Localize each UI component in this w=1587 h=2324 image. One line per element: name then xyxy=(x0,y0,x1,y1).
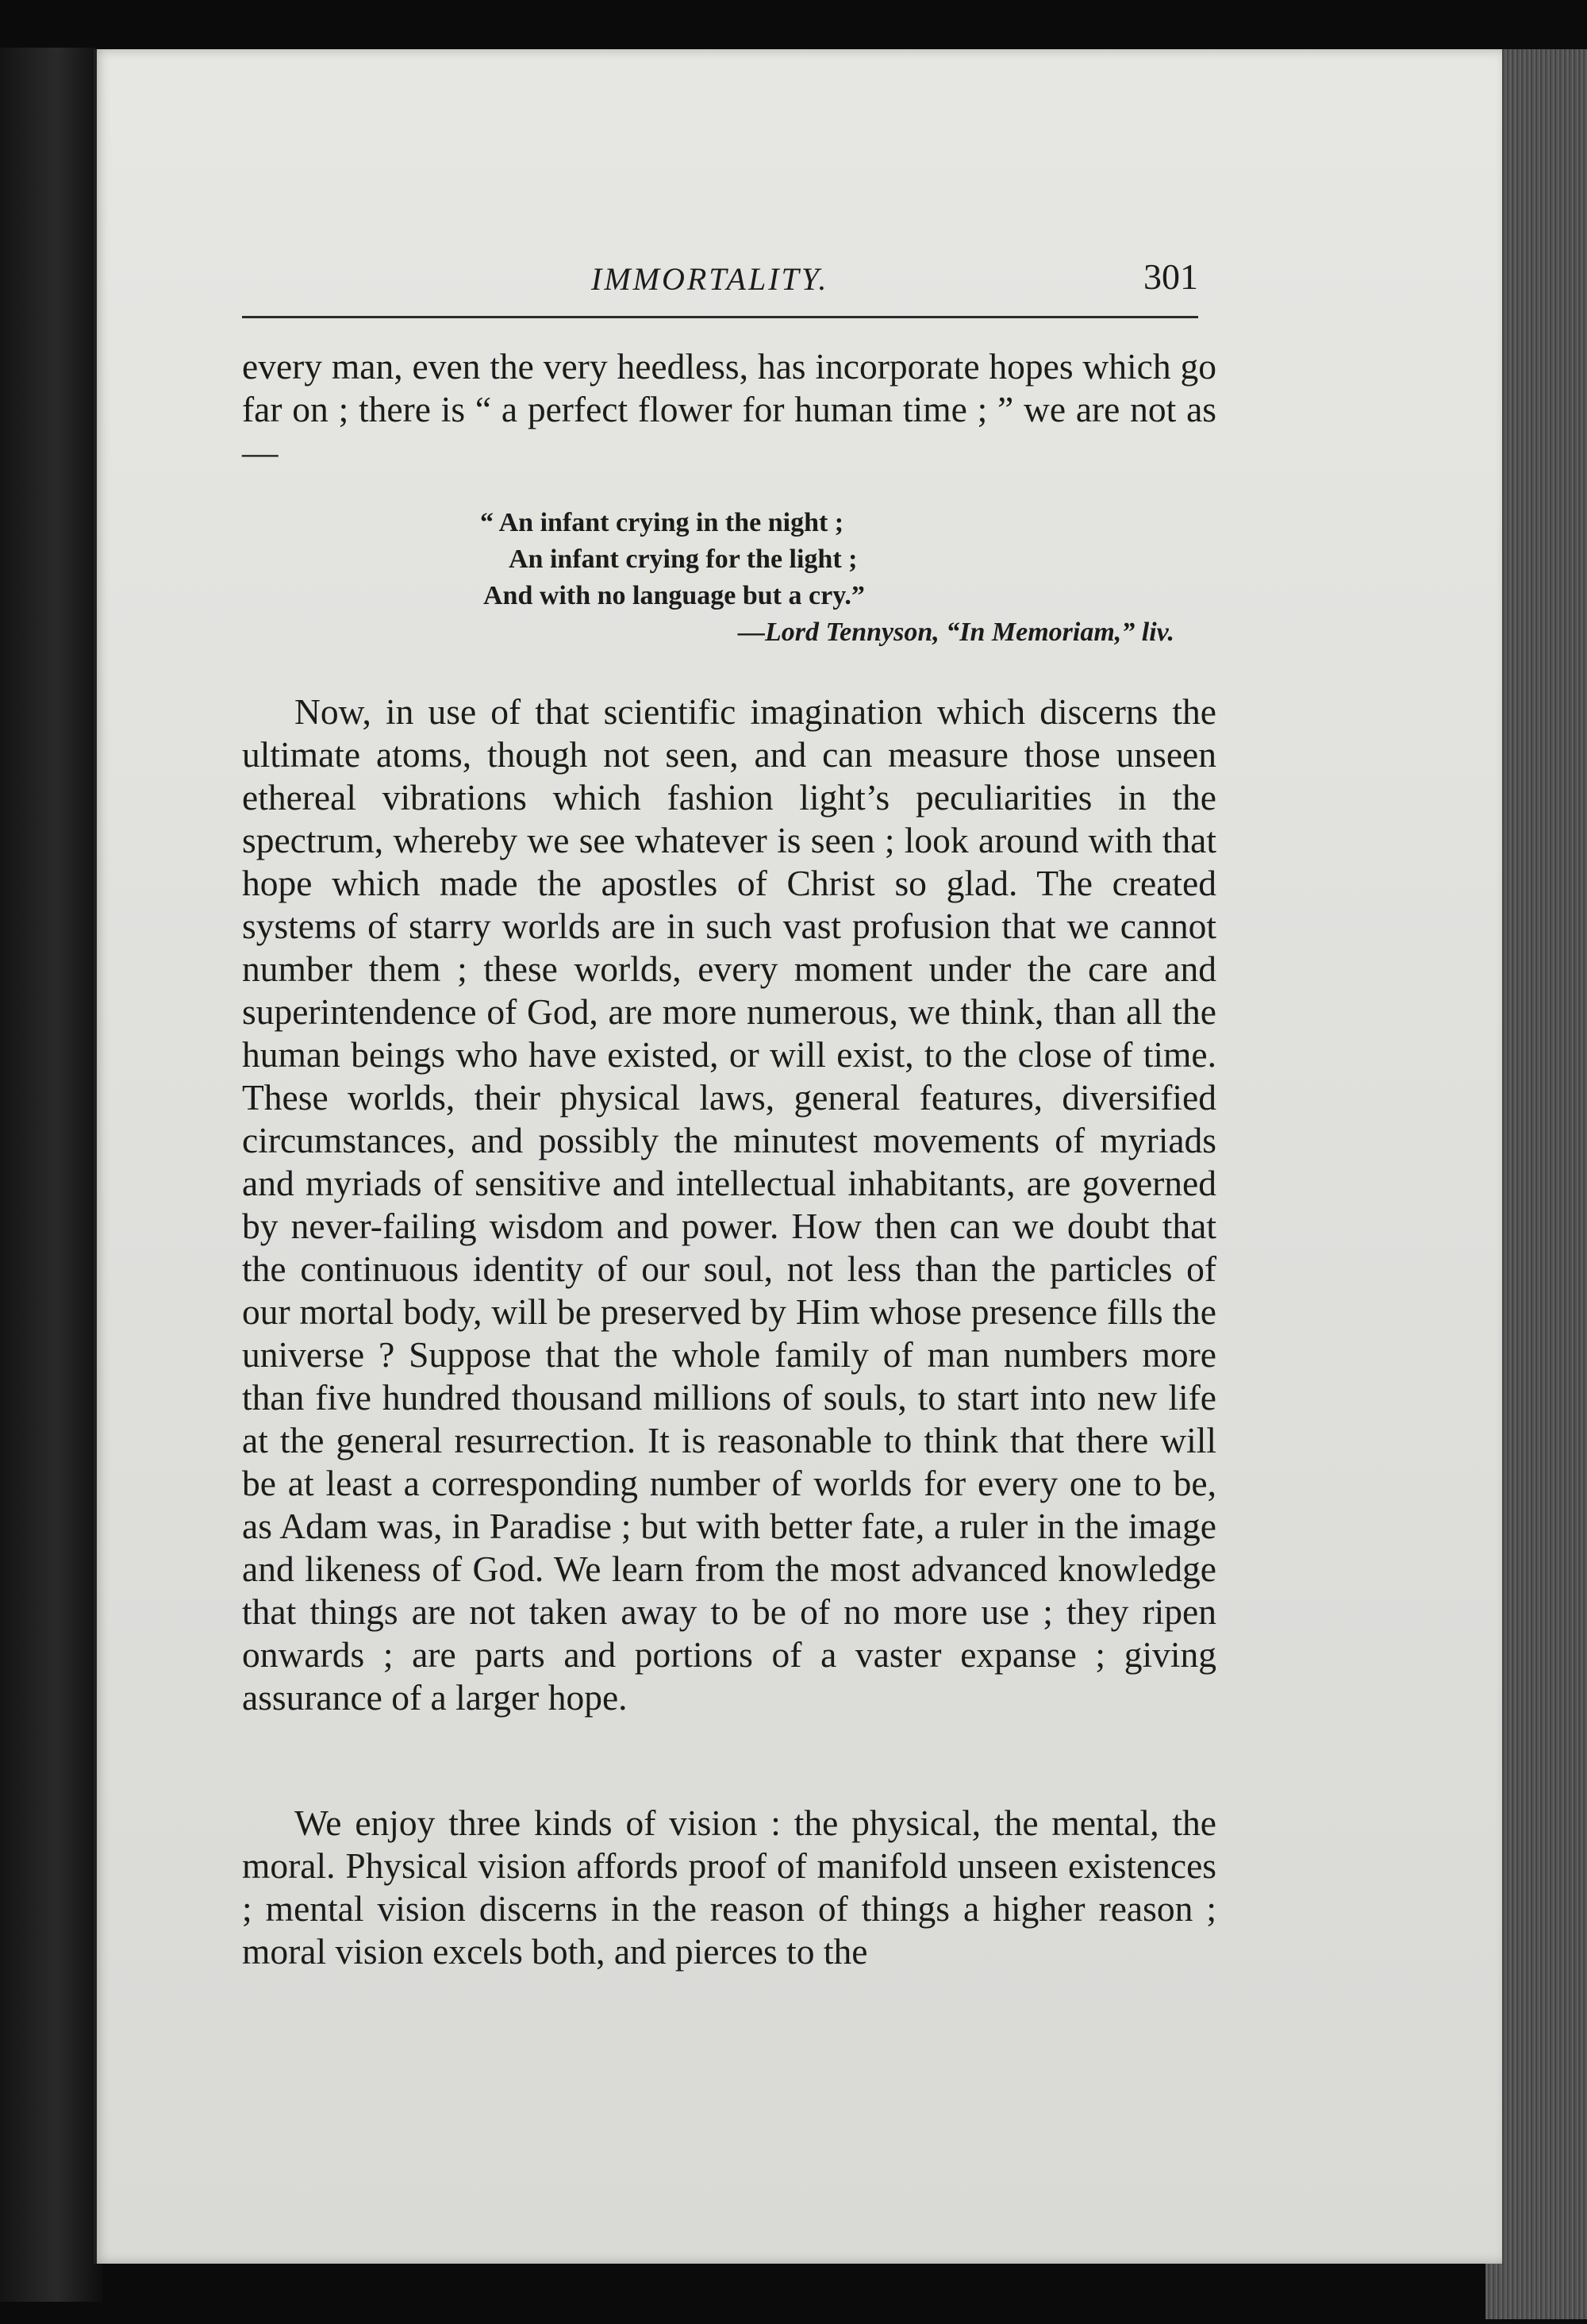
opening-paragraph-text: every man, even the very heedless, has incorporate hopes which go far on ; there is “ a perfect flower for human time ; ” we are not as— xyxy=(242,346,1216,472)
main-paragraph xyxy=(242,691,1216,1719)
main-paragraph-text: Now, in use of that scientific imagination which discerns the ultimate atoms, though not seen, and can measure those unseen ethereal vibrations which fashion light’s peculiarities in the spectrum, whereby we see whatever is seen ; look around with that hope which made the apostles of Christ so glad. The created systems of starry worlds are in such vast profusion that we cannot number them ; these worlds, every moment under the care and superintendence of God, are more numerous, we think, than all the human beings who have existed, or will exist, to the close of time. These worlds, their physical laws, general features, diversified circumstances, and possibly the minutest movements of myriads and myriads of sensitive and intellectual inhabitants, are governed by never-failing wisdom and power. How then can we doubt that the continuous identity of our soul, not less than the particles of our mortal body, will be preserved by Him whose presence fills the universe ? Suppose that the whole family of man numbers more than five hundred thousand millions of souls, to start into new life at the general resurrection. It is reasonable to think that there will be at least a corresponding number of worlds for every one to be, as Adam was, in Paradise ; but with better fate, a ruler in the image and likeness of God. We learn from the most advanced knowledge that things are not taken away to be of no more use ; they ripen onwards ; are parts and portions of a vaster expanse ; giving assurance of a larger hope. xyxy=(242,691,1216,1718)
verse-line-1: “ An infant crying in the night ; xyxy=(480,508,844,537)
book-binding-edge xyxy=(0,48,103,2302)
final-paragraph-text: We enjoy three kinds of vision : the physical, the mental, the moral. Physical vision affords proof of manifold unseen existences ; mental vision discerns in the reason of things a higher reason ; moral vision excels both, and pierces to the xyxy=(242,1803,1216,1972)
running-header xyxy=(242,254,1198,318)
opening-paragraph xyxy=(242,345,1216,474)
verse-attribution: —Lord Tennyson, “In Memoriam,” liv. xyxy=(737,618,1174,647)
gutter-line xyxy=(94,49,97,2264)
page-number: 301 xyxy=(1143,256,1198,297)
verse-line-2: An infant crying for the light ; xyxy=(509,544,858,574)
verse-line-3: And with no language but a cry.” xyxy=(483,581,865,610)
running-title: IMMORTALITY. xyxy=(591,261,829,297)
final-paragraph xyxy=(242,1802,1216,1973)
verse-quotation xyxy=(480,505,1194,614)
